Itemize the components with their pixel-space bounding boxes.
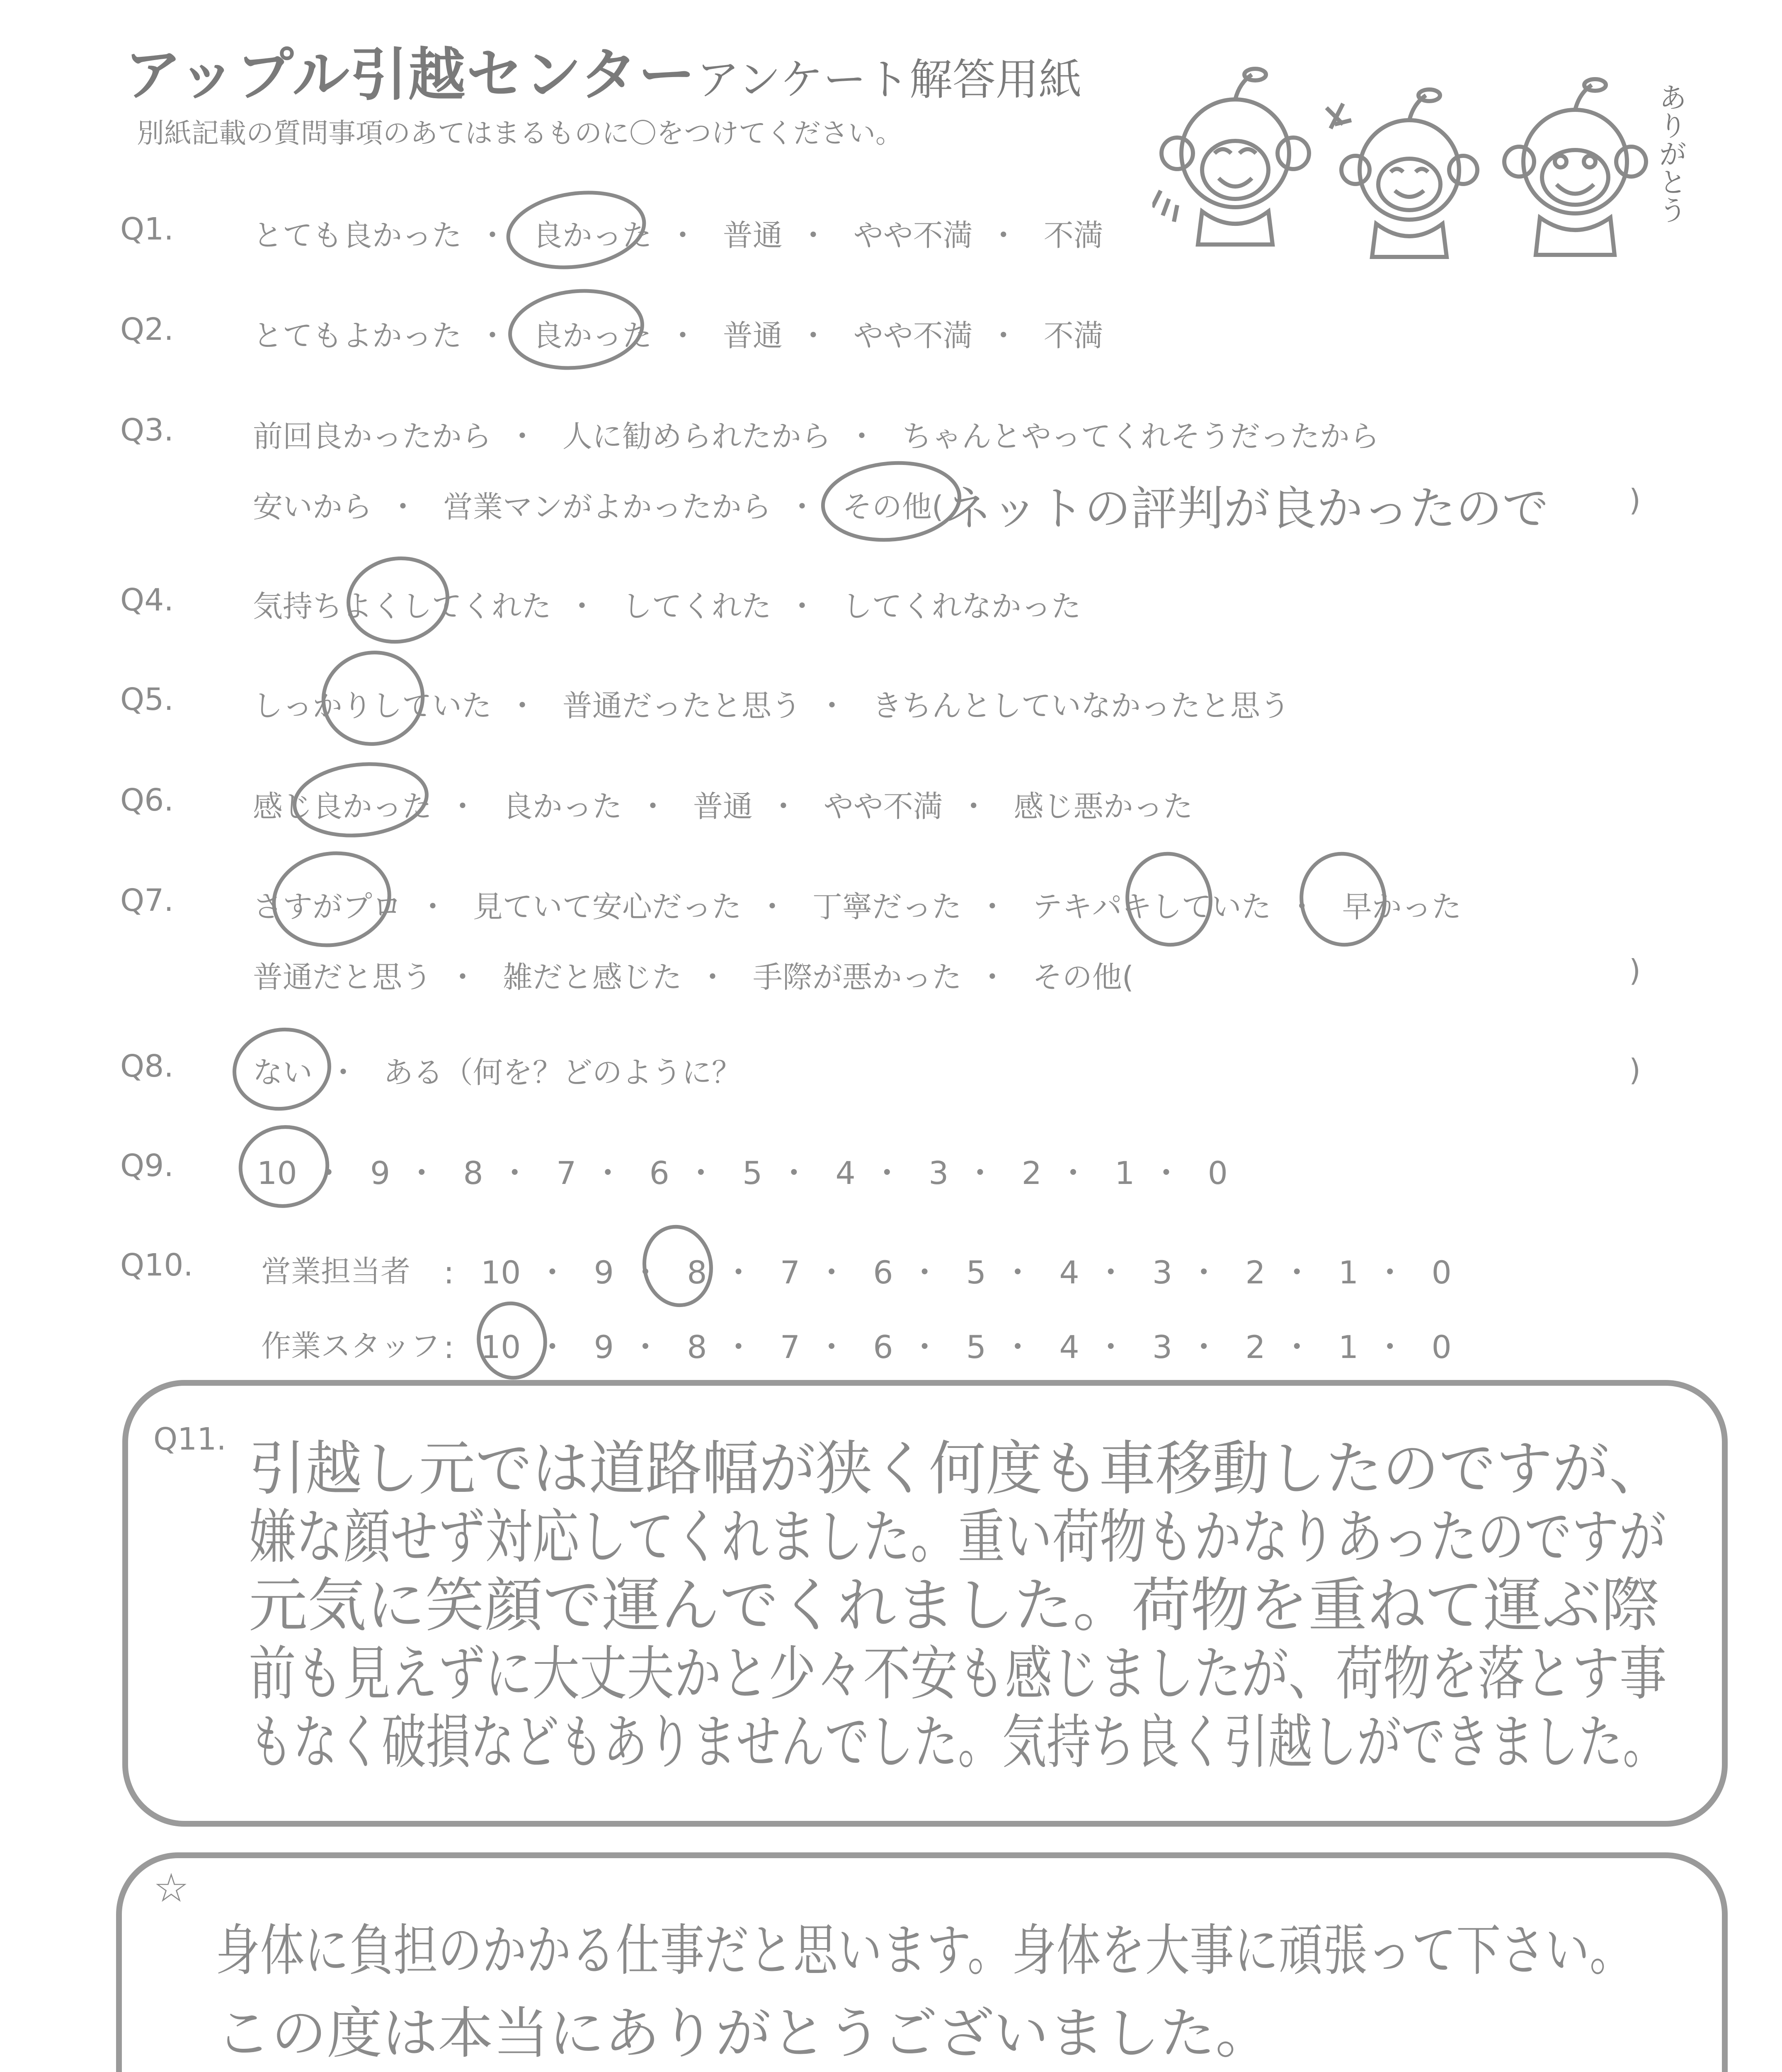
q10-sales-score-2[interactable]: 2	[1245, 1254, 1266, 1291]
q11-line-2: 嫌な顔せず対応してくれました。重い荷物もかなりあったのですが	[249, 1503, 1666, 1571]
q11-line-1: 引越し元では道路幅が狭く何度も車移動したのですが、	[249, 1435, 1666, 1503]
q1-number: Q1.	[120, 211, 174, 247]
q6-opt-4[interactable]: やや不満	[823, 789, 943, 824]
q3-other-handwritten[interactable]: ネットの評判が良かったので	[945, 482, 1549, 536]
q10-staff-score-3[interactable]: 3	[1152, 1329, 1173, 1365]
q9-score-9[interactable]: 9	[370, 1155, 390, 1191]
q10-sales-selected-circle	[638, 1222, 718, 1311]
q10-staff-score-5[interactable]: 5	[966, 1329, 987, 1365]
q10-sales-scale: : 10 ・ 9 ・ 8 ・ 7 ・ 6 ・ 5 ・ 4 ・ 3 ・ 2 ・ 1 ・ 0	[444, 1254, 1452, 1291]
q10-sales-score-7[interactable]: 7	[780, 1254, 800, 1291]
q5-opt-1[interactable]: しっかりしていた	[253, 688, 492, 723]
q9-number: Q9.	[120, 1148, 174, 1184]
q7-opt-6[interactable]: 普通だと思う	[253, 960, 432, 995]
q9-scale: 10 ・ 9 ・ 8 ・ 7 ・ 6 ・ 5 ・ 4 ・ 3 ・ 2 ・ 1 ・ 0	[257, 1155, 1228, 1191]
q11-line-3: 元気に笑顔で運んでくれました。荷物を重ねて運ぶ際	[249, 1571, 1660, 1640]
q3-options-line1: 前回良かったから ・ 人に勧められたから ・ ちゃんとやってくれそうだったから	[253, 419, 1380, 454]
q3-options-line2: 安いから ・ 営業マンがよかったから ・ その他(	[253, 489, 943, 524]
q7-opt-8[interactable]: 手際が悪かった	[752, 960, 962, 995]
q10-staff-score-7[interactable]: 7	[780, 1329, 800, 1365]
q9-score-5[interactable]: 5	[742, 1155, 763, 1191]
q7-selected-circle-1	[267, 844, 397, 954]
q3-number: Q3.	[120, 412, 174, 448]
q7-opt-4[interactable]: テキパキしていた	[1032, 889, 1271, 924]
q7-selected-circle-2	[1120, 847, 1217, 951]
q10-sales-score-9[interactable]: 9	[594, 1254, 614, 1291]
q4-opt-3[interactable]: してくれなかった	[842, 589, 1081, 624]
star-icon: ☆	[153, 1865, 189, 1911]
q7-opt-3[interactable]: 丁寧だった	[812, 889, 962, 924]
q3-paren-close: )	[1629, 483, 1641, 518]
q7-opt-1[interactable]: さすがプロ	[253, 889, 402, 924]
q3-opt-5[interactable]: 営業マンがよかったから	[443, 489, 771, 524]
q6-opt-5[interactable]: 感じ悪かった	[1013, 789, 1193, 824]
q10-sales-score-4[interactable]: 4	[1059, 1254, 1079, 1291]
q7-opt-5[interactable]: 早かった	[1342, 889, 1462, 924]
q4-options: 気持ちよくしてくれた ・ してくれた ・ してくれなかった	[253, 589, 1081, 624]
q7-options-line2: 普通だと思う ・ 雑だと感じた ・ 手際が悪かった ・ その他(	[253, 960, 1134, 995]
q9-score-4[interactable]: 4	[835, 1155, 856, 1191]
q10-staff-score-8[interactable]: 8	[687, 1329, 707, 1365]
q7-options-line1: さすがプロ ・ 見ていて安心だった ・ 丁寧だった ・ テキパキしていた ・ 早かった	[253, 889, 1462, 924]
q4-opt-2[interactable]: してくれた	[622, 589, 771, 624]
star-comment-line-1: 身体に負担のかかる仕事だと思います。身体を大事に頑張って下さい。	[216, 1918, 1634, 1983]
q1-options: とても良かった ・ 良かった ・ 普通 ・ やや不満 ・ 不満	[253, 218, 1103, 253]
q3-selected-circle	[820, 457, 963, 545]
q7-opt-other[interactable]: その他(	[1032, 960, 1134, 995]
form-subtitle: アンケート解答用紙	[696, 54, 1082, 105]
q10-sales-score-8[interactable]: 8	[687, 1254, 707, 1291]
q10-sales-label: 営業担当者	[261, 1254, 411, 1289]
q8-number: Q8.	[120, 1048, 174, 1084]
q1-selected-circle	[503, 184, 649, 276]
q5-opt-3[interactable]: きちんとしていなかったと思う	[872, 688, 1290, 723]
q9-score-2[interactable]: 2	[1021, 1155, 1042, 1191]
q10-staff-selected-circle	[473, 1298, 551, 1383]
q10-sales-score-6[interactable]: 6	[873, 1254, 893, 1291]
mascot-caption: ありがとう	[1654, 83, 1687, 224]
q7-selected-circle-3	[1294, 847, 1392, 951]
q11-number: Q11.	[153, 1421, 226, 1457]
q10-sales-score-10[interactable]: 10	[480, 1254, 521, 1291]
q3-opt-3[interactable]: ちゃんとやってくれそうだったから	[902, 419, 1380, 454]
q1-opt-3[interactable]: 普通	[722, 218, 783, 253]
q7-paren-close: )	[1629, 953, 1641, 988]
q9-score-1[interactable]: 1	[1115, 1155, 1135, 1191]
q9-score-6[interactable]: 6	[649, 1155, 669, 1191]
q4-selected-circle	[342, 551, 454, 650]
q10-staff-score-0[interactable]: 0	[1431, 1329, 1452, 1365]
q4-opt-1[interactable]: 気持ちよくしてくれた	[253, 589, 552, 624]
q1-opt-1[interactable]: とても良かった	[253, 218, 462, 253]
q8-options: ない ・ ある（何を？どのように？	[253, 1055, 742, 1090]
q6-options: 感じ良かった ・ 良かった ・ 普通 ・ やや不満 ・ 感じ悪かった	[253, 789, 1193, 824]
q11-line-4: 前も見えずに大丈夫かと少々不安も感じましたが、荷物を落とす事	[249, 1640, 1667, 1708]
q7-opt-7[interactable]: 雑だと感じた	[502, 960, 682, 995]
q7-opt-2[interactable]: 見ていて安心だった	[473, 889, 742, 924]
q6-opt-3[interactable]: 普通	[693, 789, 753, 824]
q7-number: Q7.	[120, 883, 174, 918]
company-title: アップル引越センター	[124, 41, 696, 108]
q4-number: Q4.	[120, 582, 174, 618]
q1-opt-2[interactable]: 良かった	[532, 218, 652, 253]
q10-sales-score-3[interactable]: 3	[1152, 1254, 1173, 1291]
q5-selected-circle	[316, 645, 430, 752]
q10-staff-score-1[interactable]: 1	[1338, 1329, 1359, 1365]
q3-opt-other[interactable]: その他(	[842, 489, 943, 524]
q10-sales-score-5[interactable]: 5	[966, 1254, 987, 1291]
q8-opt-2[interactable]: ある（何を？どのように？	[383, 1055, 742, 1090]
q2-opt-3[interactable]: 普通	[722, 318, 783, 353]
q2-number: Q2.	[120, 312, 174, 347]
q9-score-8[interactable]: 8	[463, 1155, 483, 1191]
q5-opt-2[interactable]: 普通だったと思う	[562, 688, 801, 723]
q6-selected-circle	[291, 758, 430, 842]
q2-options: とてもよかった ・ 良かった ・ 普通 ・ やや不満 ・ 不満	[253, 318, 1103, 353]
q8-opt-1[interactable]: ない	[253, 1055, 313, 1090]
q9-score-0[interactable]: 0	[1207, 1155, 1228, 1191]
q6-opt-2[interactable]: 良かった	[502, 789, 622, 824]
q10-sales-score-0[interactable]: 0	[1431, 1254, 1452, 1291]
star-comment-line-2: この度は本当にありがとうございました。	[216, 2001, 1271, 2066]
q11-line-5: もなく破損などもありませんでした。気持ち良く引越しができました。	[249, 1708, 1667, 1777]
q1-opt-4[interactable]: やや不満	[853, 218, 973, 253]
q10-staff-score-10[interactable]: 10	[480, 1329, 521, 1365]
q10-number: Q10.	[120, 1247, 193, 1283]
q6-opt-1[interactable]: 感じ良かった	[253, 789, 432, 824]
q8-paren-close: )	[1629, 1053, 1641, 1087]
q2-opt-4[interactable]: やや不満	[853, 318, 973, 353]
q10-staff-score-2[interactable]: 2	[1245, 1329, 1266, 1365]
q8-selected-circle	[228, 1022, 335, 1116]
q9-score-3[interactable]: 3	[929, 1155, 949, 1191]
q2-opt-1[interactable]: とてもよかった	[253, 318, 462, 353]
q1-opt-5[interactable]: 不満	[1043, 218, 1103, 253]
q6-number: Q6.	[120, 782, 174, 818]
q2-selected-circle	[506, 285, 646, 374]
q3-opt-4[interactable]: 安いから	[253, 489, 373, 524]
q9-score-7[interactable]: 7	[556, 1155, 577, 1191]
q3-opt-2[interactable]: 人に勧められたから	[562, 419, 831, 454]
q2-opt-2[interactable]: 良かった	[532, 318, 652, 353]
instruction-text: 別紙記載の質問事項のあてはまるものに〇をつけてください。	[137, 117, 903, 149]
q5-options: しっかりしていた ・ 普通だったと思う ・ きちんとしていなかったと思う	[253, 688, 1290, 723]
q9-selected-circle	[234, 1120, 334, 1213]
q10-staff-label: 作業スタッフ	[261, 1329, 441, 1363]
q10-staff-score-6[interactable]: 6	[873, 1329, 893, 1365]
q2-opt-5[interactable]: 不満	[1043, 318, 1103, 353]
q10-staff-score-4[interactable]: 4	[1059, 1329, 1079, 1365]
q10-staff-score-9[interactable]: 9	[594, 1329, 614, 1365]
q10-staff-scale: : 10 ・ 9 ・ 8 ・ 7 ・ 6 ・ 5 ・ 4 ・ 3 ・ 2 ・ 1 ・ 0	[444, 1329, 1452, 1365]
q9-score-10[interactable]: 10	[257, 1155, 297, 1191]
q3-opt-1[interactable]: 前回良かったから	[253, 419, 492, 454]
q5-number: Q5.	[120, 682, 174, 717]
q10-sales-score-1[interactable]: 1	[1338, 1254, 1359, 1291]
